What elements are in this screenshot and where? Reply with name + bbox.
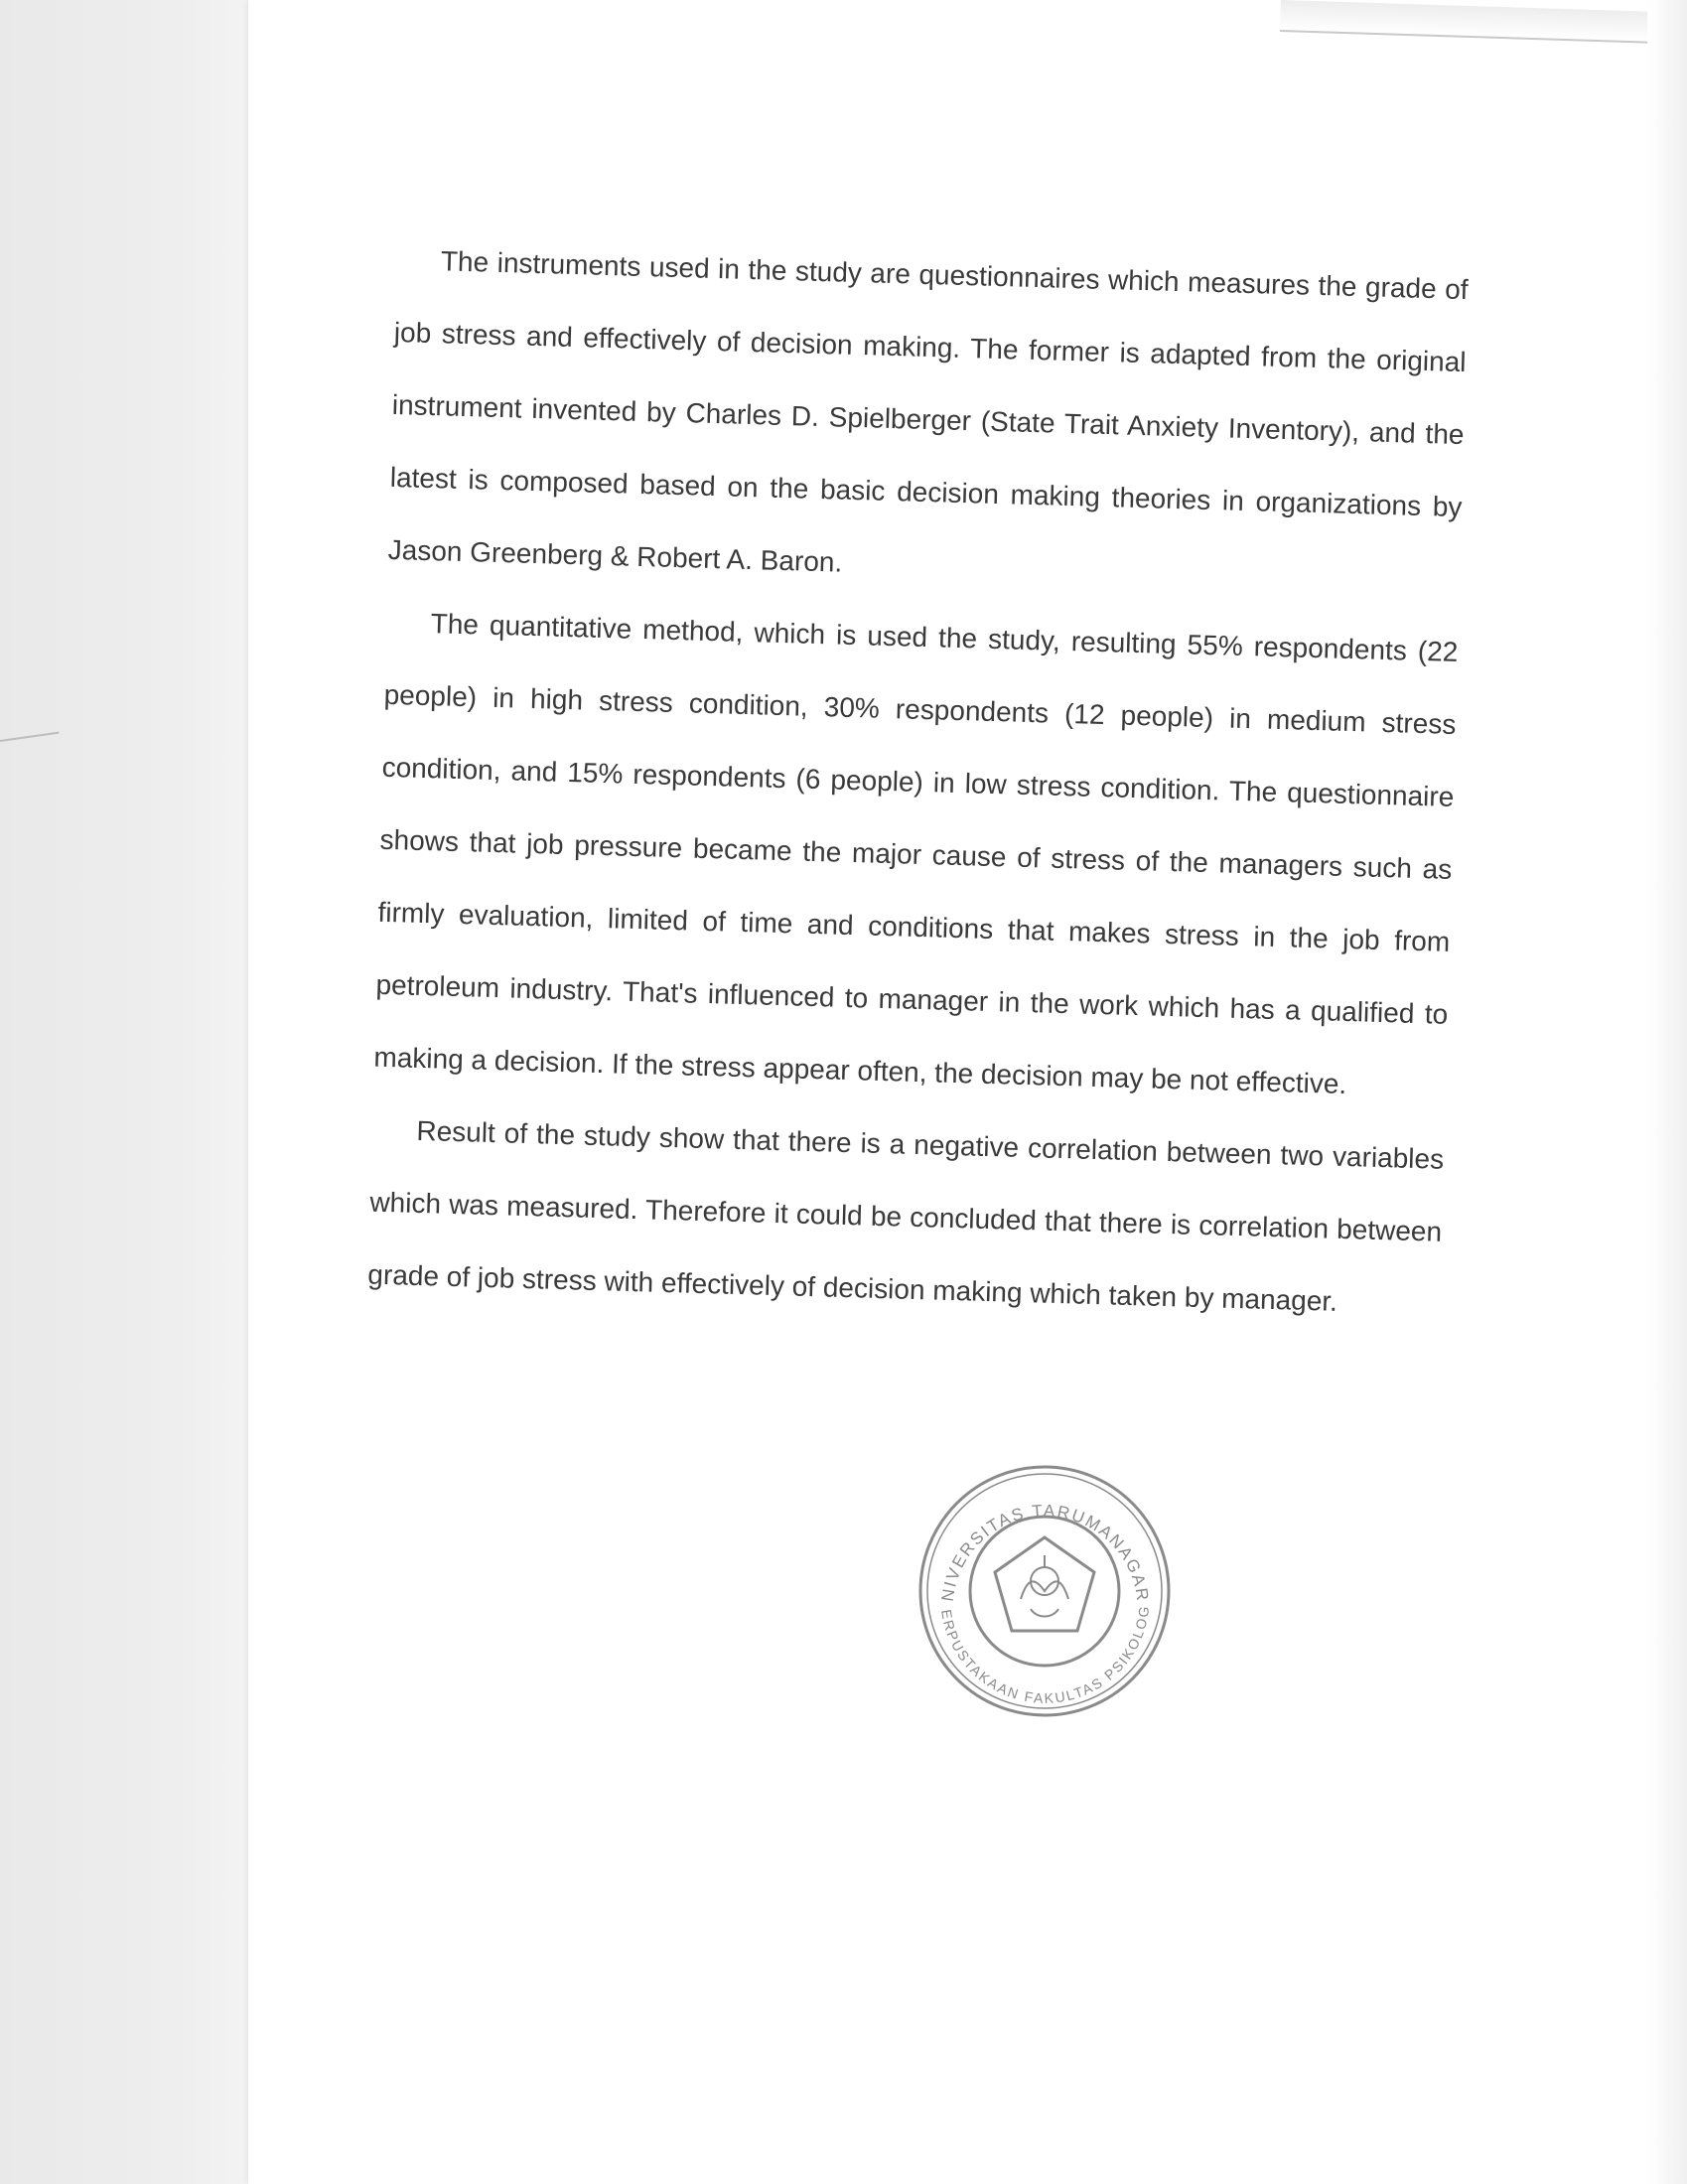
paragraph-conclusion: Result of the study show that there is a negative correlation between two variables which was measured. Therefore it could be concluded that there is correlation between grade of job stress with effectively of decision making which taken by manager. — [367, 1114, 1445, 1317]
paragraph-instruments: The instruments used in the study are questionnaires which measures the grade of job stress and effectively of decision making. The former is adapted from the original instrument invented by Charles D. Spielberger (State Trait Anxiety Inventory), and the latest is composed based on the basic decision making theories in organizations by Jason Greenberg & Robert A. Baron. — [387, 245, 1469, 578]
stamp-bottom-text: ERPUSTAKAAN FAKULTAS PSIKOLOG — [938, 1603, 1153, 1706]
paragraph-results: The quantitative method, which is used the study, resulting 55% respondents (22 people) in high stress condition, 30% respondents (12 people) in medium stress condition, and 15% respondents (6 people) in low stress condition. The questionnaire shows that job pressure became the major cause of stress of the managers such as firmly evaluation, limited of time and conditions that makes stress in the job from petroleum industry. That's influenced to manager in the work which has a qualified to making a decision. If the stress appear often, the decision may be not effective. — [373, 608, 1459, 1100]
abstract-body — [366, 223, 1469, 1341]
stamp-seal-icon — [914, 1460, 1177, 1723]
right-page-edge — [1647, 0, 1687, 2184]
scanner-shadow — [0, 0, 248, 2184]
stray-mark — [0, 732, 60, 742]
library-stamp — [914, 1460, 1177, 1723]
stamp-top-text: NIVERSITAS TARUMANAGAR — [937, 1501, 1153, 1604]
paper-sheet — [248, 0, 1687, 2184]
folded-top-edge — [1280, 0, 1687, 54]
